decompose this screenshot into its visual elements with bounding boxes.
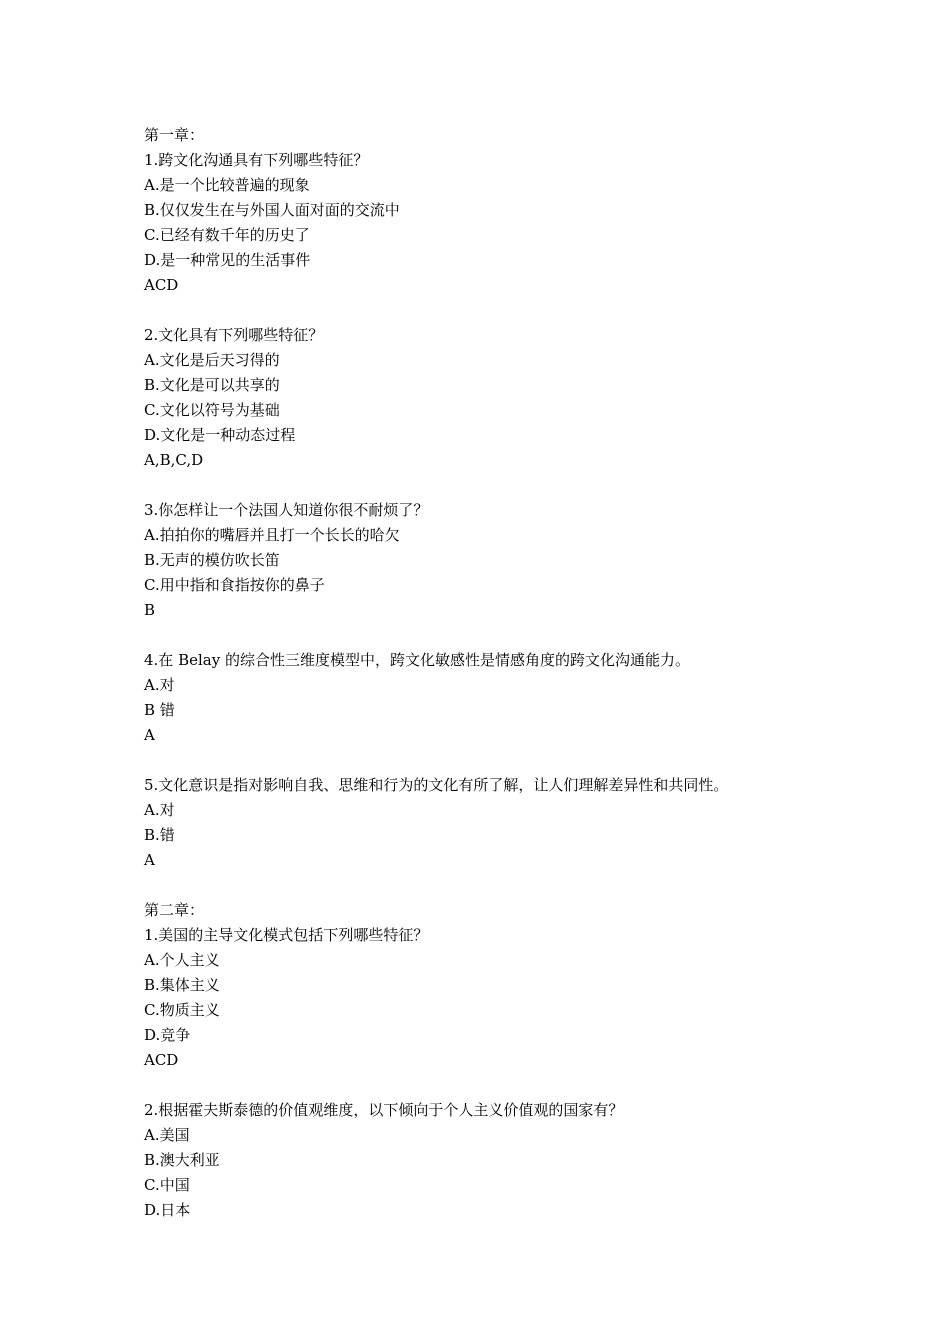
- spacer: [144, 748, 844, 773]
- question-text: 4.在 Belay 的综合性三维度模型中，跨文化敏感性是情感角度的跨文化沟通能力。: [144, 651, 690, 669]
- question-text: 3.你怎样让一个法国人知道你很不耐烦了？: [144, 501, 429, 519]
- option-b: B.澳大利亚: [144, 1151, 220, 1169]
- answer: ACD: [144, 276, 179, 294]
- option-c: C.物质主义: [144, 1001, 220, 1019]
- option-d: D.竞争: [144, 1026, 191, 1044]
- option-a: A.个人主义: [144, 951, 220, 969]
- option-b: B.错: [144, 826, 175, 844]
- option-a: A.对: [144, 676, 175, 694]
- spacer: [144, 1073, 844, 1098]
- option-a: A.美国: [144, 1126, 190, 1144]
- answer: B: [144, 601, 156, 619]
- spacer: [144, 473, 844, 498]
- option-c: C.已经有数千年的历史了: [144, 226, 310, 244]
- chapter-heading: 第二章：: [144, 901, 205, 919]
- option-a: A.文化是后天习得的: [144, 351, 280, 369]
- question-text: 5.文化意识是指对影响自我、思维和行为的文化有所了解，让人们理解差异性和共同性。: [144, 776, 729, 794]
- option-b: B 错: [144, 701, 175, 719]
- answer: ACD: [144, 1051, 179, 1069]
- option-c: C.中国: [144, 1176, 190, 1194]
- option-d: D.是一种常见的生活事件: [144, 251, 311, 269]
- answer: A: [144, 726, 155, 744]
- option-b: B.集体主义: [144, 976, 220, 994]
- question-text: 1.美国的主导文化模式包括下列哪些特征？: [144, 926, 429, 944]
- option-a: A.是一个比较普遍的现象: [144, 176, 310, 194]
- option-b: B.无声的模仿吹长笛: [144, 551, 280, 569]
- option-b: B.仅仅发生在与外国人面对面的交流中: [144, 201, 400, 219]
- spacer: [144, 298, 844, 323]
- option-c: C.文化以符号为基础: [144, 401, 280, 419]
- option-d: D.文化是一种动态过程: [144, 426, 296, 444]
- answer: A: [144, 851, 155, 869]
- answer: A,B,C,D: [144, 451, 204, 469]
- chapter-heading: 第一章：: [144, 126, 205, 144]
- question-text: 2.根据霍夫斯泰德的价值观维度，以下倾向于个人主义价值观的国家有？: [144, 1101, 624, 1119]
- option-b: B.文化是可以共享的: [144, 376, 280, 394]
- option-d: D.日本: [144, 1201, 191, 1219]
- spacer: [144, 623, 844, 648]
- option-a: A.对: [144, 801, 175, 819]
- question-text: 1.跨文化沟通具有下列哪些特征？: [144, 151, 369, 169]
- question-text: 2.文化具有下列哪些特征？: [144, 326, 324, 344]
- spacer: [144, 873, 844, 898]
- document-body: [144, 123, 844, 1223]
- option-c: C.用中指和食指按你的鼻子: [144, 576, 325, 594]
- option-a: A.拍拍你的嘴唇并且打一个长长的哈欠: [144, 526, 400, 544]
